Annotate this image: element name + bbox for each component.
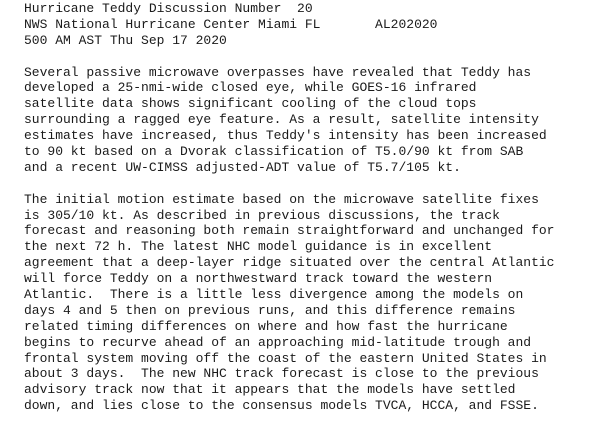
text-line: Several passive microwave overpasses have revealed that Teddy has bbox=[24, 64, 532, 80]
text-line: agreement that a deep-layer ridge situated over the central Atlantic bbox=[24, 255, 555, 271]
paragraph-intensity bbox=[24, 65, 614, 176]
blank-line bbox=[24, 49, 614, 65]
text-line: to 90 kt based on a Dvorak classification of T5.0/90 kt from SAB bbox=[24, 144, 524, 160]
text-line: The initial motion estimate based on the microwave satellite fixes bbox=[24, 191, 539, 207]
text-line: related timing differences on where and how fast the hurricane bbox=[24, 318, 508, 334]
text-line: about 3 days. The new NHC track forecast is close to the previous bbox=[24, 366, 539, 382]
text-line: will force Teddy on a northwestward track toward the western bbox=[24, 271, 493, 287]
text-line: begins to recurve ahead of an approaching mid-latitude trough and bbox=[24, 334, 532, 350]
text-line: advisory track now that it appears that the models have settled bbox=[24, 382, 516, 398]
issuing-office: NWS National Hurricane Center Miami FL AL202020 bbox=[24, 16, 438, 32]
text-line: the next 72 h. The latest NHC model guidance is in excellent bbox=[24, 239, 493, 255]
text-line: developed a 25-nmi-wide closed eye, while GOES-16 infrared bbox=[24, 80, 477, 96]
text-line: satellite data shows significant cooling of the cloud tops bbox=[24, 96, 477, 112]
discussion-title: Hurricane Teddy Discussion Number 20 bbox=[24, 1, 313, 16]
text-line: and a recent UW-CIMSS adjusted-ADT value of T5.7/105 kt. bbox=[24, 159, 461, 175]
paragraph-track bbox=[24, 192, 614, 414]
text-line: frontal system moving off the coast of the eastern United States in bbox=[24, 350, 547, 366]
issue-time: 500 AM AST Thu Sep 17 2020 bbox=[24, 32, 227, 48]
text-line: estimates have increased, thus Teddy's intensity has been increased bbox=[24, 128, 547, 144]
text-line: days 4 and 5 then on previous runs, and this difference remains bbox=[24, 302, 516, 318]
text-line: forecast and reasoning both remain straightforward and unchanged for bbox=[24, 223, 555, 239]
text-line: is 305/10 kt. As described in previous discussions, the track bbox=[24, 207, 500, 223]
blank-line bbox=[24, 176, 614, 192]
discussion-document bbox=[24, 1, 614, 414]
text-line: surrounding a ragged eye feature. As a result, satellite intensity bbox=[24, 112, 539, 128]
text-line: Atlantic. There is a little less divergence among the models on bbox=[24, 287, 524, 303]
text-line: down, and lies close to the consensus models TVCA, HCCA, and FSSE. bbox=[24, 398, 539, 414]
